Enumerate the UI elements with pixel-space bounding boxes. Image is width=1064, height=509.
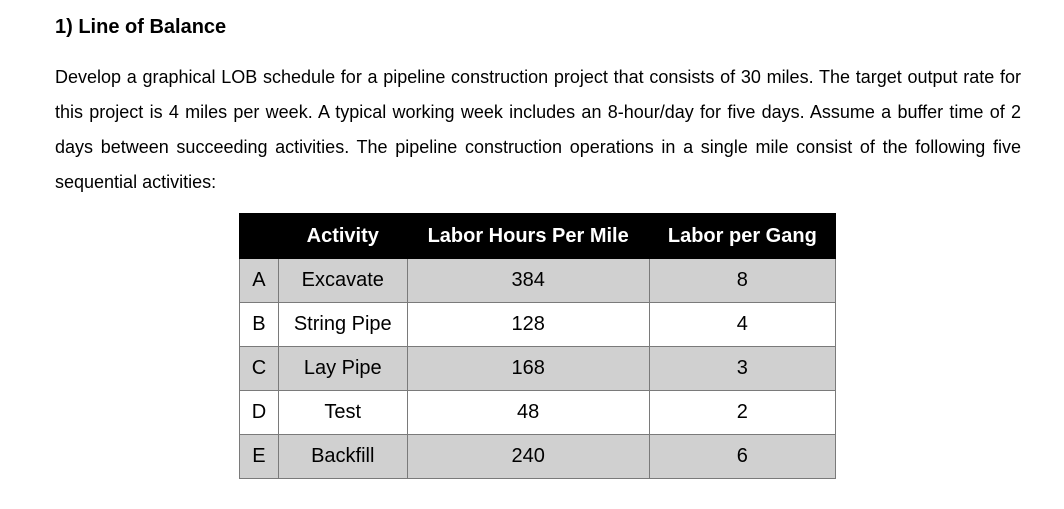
row-id: E <box>240 435 279 479</box>
row-labor-hours: 168 <box>407 347 649 391</box>
row-labor-per-gang: 8 <box>649 259 835 303</box>
row-activity: String Pipe <box>278 303 407 347</box>
row-activity: Excavate <box>278 259 407 303</box>
table-row <box>240 259 836 303</box>
row-activity: Backfill <box>278 435 407 479</box>
row-id: B <box>240 303 279 347</box>
row-labor-per-gang: 2 <box>649 391 835 435</box>
row-activity: Test <box>278 391 407 435</box>
section-heading: 1) Line of Balance <box>55 16 227 38</box>
header-id <box>240 214 279 259</box>
row-labor-per-gang: 6 <box>649 435 835 479</box>
header-labor-hours: Labor Hours Per Mile <box>407 214 649 259</box>
row-activity: Lay Pipe <box>278 347 407 391</box>
problem-statement: Develop a graphical LOB schedule for a pipeline construction project that consists of 30 miles. The target output rate for this project is 4 miles per week. A typical working week includes an 8-hour/day for five days. Assume a buffer time of 2 days between succeeding activities. The pipeline construction operations in a single mile consist of the following five sequential activities: <box>55 67 1021 192</box>
table-row <box>240 391 836 435</box>
activity-table <box>239 213 836 479</box>
table-row <box>240 303 836 347</box>
row-id: A <box>240 259 279 303</box>
row-labor-hours: 240 <box>407 435 649 479</box>
row-labor-hours: 384 <box>407 259 649 303</box>
row-labor-hours: 48 <box>407 391 649 435</box>
table-row <box>240 435 836 479</box>
row-id: D <box>240 391 279 435</box>
header-activity: Activity <box>278 214 407 259</box>
row-labor-hours: 128 <box>407 303 649 347</box>
table-row <box>240 347 836 391</box>
table-header-row <box>240 214 836 259</box>
row-id: C <box>240 347 279 391</box>
row-labor-per-gang: 4 <box>649 303 835 347</box>
row-labor-per-gang: 3 <box>649 347 835 391</box>
header-labor-per-gang: Labor per Gang <box>649 214 835 259</box>
